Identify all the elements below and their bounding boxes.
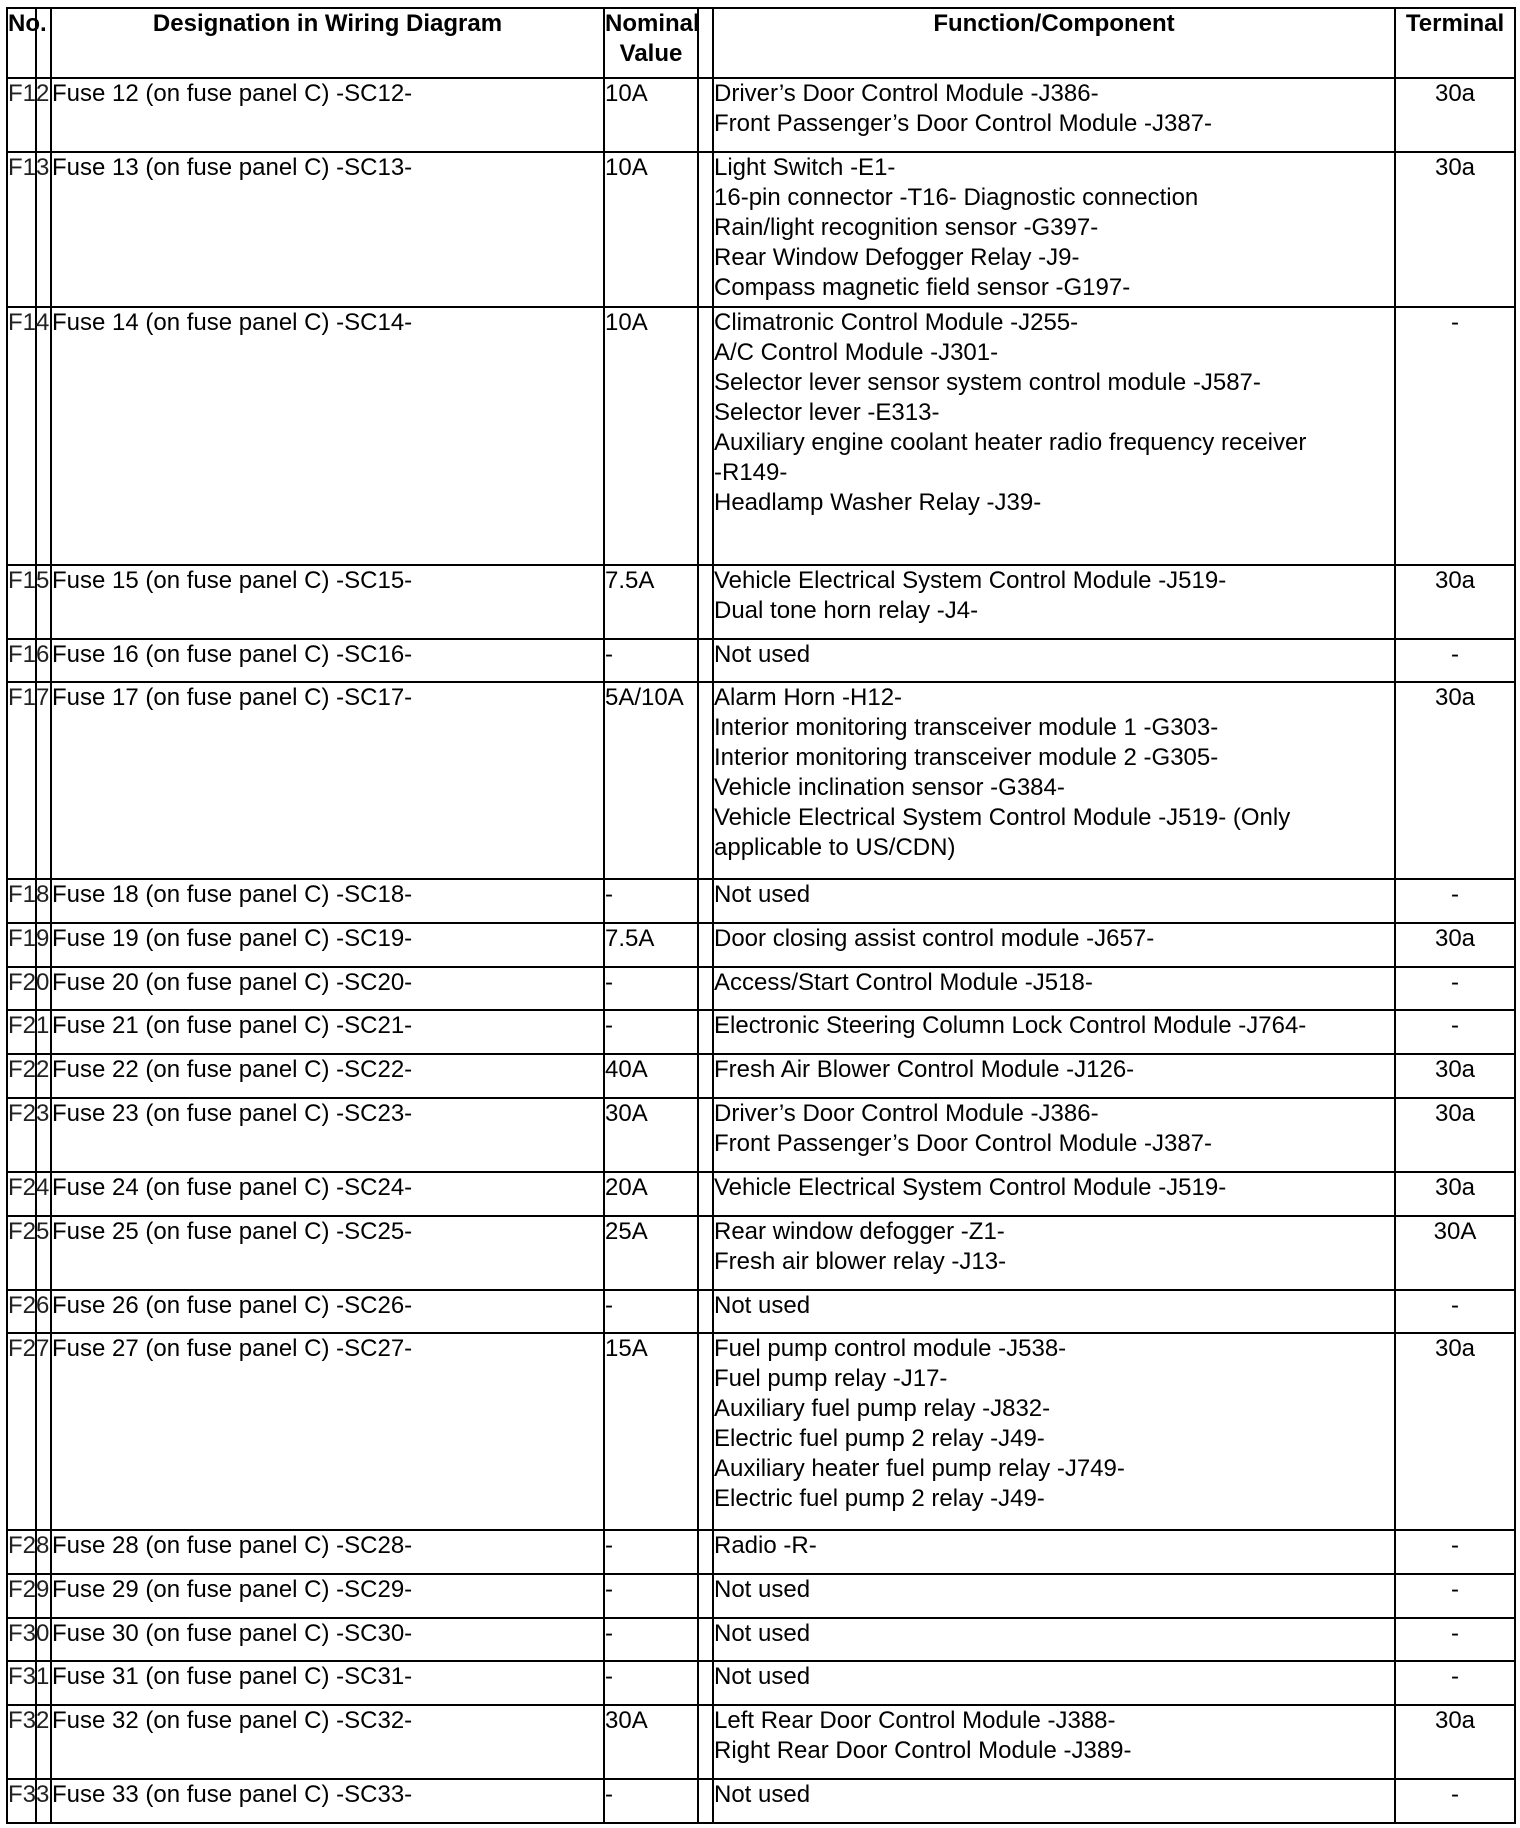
- fuse-designation: Fuse 23 (on fuse panel C) -SC23-: [51, 1098, 604, 1172]
- function-line: Access/Start Control Module -J518-: [714, 968, 1093, 996]
- nominal-value: -: [604, 1290, 698, 1334]
- terminal-value: 30a: [1395, 1333, 1515, 1530]
- header-nominal-line1: Nominal: [605, 10, 700, 37]
- fuse-designation: Fuse 12 (on fuse panel C) -SC12-: [51, 78, 604, 152]
- nominal-value: 30A: [604, 1098, 698, 1172]
- table-row: [7, 307, 1515, 565]
- terminal-value: -: [1395, 1779, 1515, 1823]
- terminal-value: -: [1395, 1661, 1515, 1705]
- row-spacer: [698, 879, 713, 923]
- function-line: Alarm Horn -H12-: [714, 684, 903, 712]
- function-line: Right Rear Door Control Module -J389-: [714, 1737, 1132, 1765]
- fuse-designation: Fuse 27 (on fuse panel C) -SC27-: [51, 1333, 604, 1530]
- fuse-number: F25: [7, 1216, 36, 1290]
- table-row: [7, 78, 1515, 152]
- table-row: [7, 1172, 1515, 1216]
- function-line: Driver’s Door Control Module -J386-: [714, 80, 1099, 107]
- row-spacer: [698, 1054, 713, 1098]
- terminal-value: -: [1395, 967, 1515, 1011]
- table-row: [7, 1618, 1515, 1662]
- function-line: Door closing assist control module -J657-: [714, 925, 1155, 953]
- function-line: Not used: [714, 1663, 811, 1691]
- fuse-designation: Fuse 18 (on fuse panel C) -SC18-: [51, 879, 604, 923]
- fuse-number: F15: [7, 565, 36, 639]
- fuse-number: F24: [7, 1172, 36, 1216]
- function-line: Fuel pump control module -J538-: [714, 1335, 1067, 1363]
- fuse-number: F33: [7, 1779, 36, 1823]
- function-component: [713, 639, 1395, 683]
- nominal-value: -: [604, 1618, 698, 1662]
- table-row: [7, 1010, 1515, 1054]
- function-line: Electronic Steering Column Lock Control Module -J764-: [714, 1012, 1307, 1040]
- terminal-value: -: [1395, 307, 1515, 565]
- function-component: [713, 1290, 1395, 1334]
- fuse-designation: Fuse 13 (on fuse panel C) -SC13-: [51, 152, 604, 306]
- fuse-designation: Fuse 24 (on fuse panel C) -SC24-: [51, 1172, 604, 1216]
- function-line: Auxiliary fuel pump relay -J832-: [714, 1395, 1051, 1423]
- fuse-number: F32: [7, 1705, 36, 1779]
- header-nominal-line2: Value: [619, 40, 683, 67]
- row-spacer: [698, 1779, 713, 1823]
- table-row: [7, 1574, 1515, 1618]
- function-component: [713, 1661, 1395, 1705]
- function-line: Front Passenger’s Door Control Module -J387-: [714, 1129, 1213, 1157]
- nominal-value: -: [604, 1574, 698, 1618]
- function-component: [713, 1574, 1395, 1618]
- terminal-value: -: [1395, 1574, 1515, 1618]
- header-nominal-value: [604, 8, 698, 78]
- row-spacer: [698, 1574, 713, 1618]
- table-row: [7, 152, 1515, 306]
- fuse-number: F14: [7, 307, 36, 565]
- fuse-number: F13: [7, 152, 36, 306]
- function-line: applicable to US/CDN): [714, 834, 956, 862]
- table-header-row: [7, 8, 1515, 78]
- function-component: [713, 879, 1395, 923]
- function-component: [713, 1779, 1395, 1823]
- terminal-value: 30a: [1395, 152, 1515, 306]
- fuse-designation: Fuse 28 (on fuse panel C) -SC28-: [51, 1530, 604, 1574]
- nominal-value: -: [604, 639, 698, 683]
- row-spacer: [698, 1290, 713, 1334]
- function-line: Not used: [714, 1781, 811, 1809]
- fuse-designation: Fuse 17 (on fuse panel C) -SC17-: [51, 682, 604, 879]
- function-component: [713, 1010, 1395, 1054]
- fuse-number: F31: [7, 1661, 36, 1705]
- function-line: Interior monitoring transceiver module 2 -G305-: [714, 744, 1219, 772]
- row-spacer: [698, 307, 713, 565]
- function-line: Vehicle inclination sensor -G384-: [714, 774, 1065, 802]
- function-component: [713, 565, 1395, 639]
- function-line: Vehicle Electrical System Control Module -J519-: [714, 566, 1227, 594]
- table-row: [7, 639, 1515, 683]
- function-component: [713, 78, 1395, 152]
- terminal-value: 30a: [1395, 78, 1515, 152]
- row-spacer: [698, 565, 713, 639]
- function-component: [713, 1530, 1395, 1574]
- row-spacer: [698, 1098, 713, 1172]
- fuse-number: F17: [7, 682, 36, 879]
- function-component: [713, 1333, 1395, 1530]
- fuse-number: F26: [7, 1290, 36, 1334]
- row-spacer: [698, 1618, 713, 1662]
- function-component: [713, 307, 1395, 565]
- row-spacer: [698, 1661, 713, 1705]
- fuse-number: F16: [7, 639, 36, 683]
- fuse-designation: Fuse 31 (on fuse panel C) -SC31-: [51, 1661, 604, 1705]
- function-line: Rear window defogger -Z1-: [714, 1217, 1005, 1245]
- fuse-designation: Fuse 26 (on fuse panel C) -SC26-: [51, 1290, 604, 1334]
- row-spacer: [698, 152, 713, 306]
- nominal-value: 15A: [604, 1333, 698, 1530]
- terminal-value: 30A: [1395, 1216, 1515, 1290]
- table-row: [7, 1054, 1515, 1098]
- row-spacer: [698, 923, 713, 967]
- fuse-number: F18: [7, 879, 36, 923]
- table-row: [7, 1333, 1515, 1530]
- function-component: [713, 1098, 1395, 1172]
- fuse-number: F12: [7, 78, 36, 152]
- header-spacer: [698, 8, 713, 78]
- function-line: Not used: [714, 1576, 811, 1604]
- nominal-value: -: [604, 1661, 698, 1705]
- nominal-value: 7.5A: [604, 565, 698, 639]
- table-row: [7, 1779, 1515, 1823]
- function-component: [713, 967, 1395, 1011]
- row-spacer: [698, 78, 713, 152]
- function-line: Selector lever sensor system control module -J587-: [714, 368, 1261, 396]
- nominal-value: 20A: [604, 1172, 698, 1216]
- fuse-number: F29: [7, 1574, 36, 1618]
- table-row: [7, 1530, 1515, 1574]
- fuse-number: F23: [7, 1098, 36, 1172]
- terminal-value: -: [1395, 1010, 1515, 1054]
- function-line: Not used: [714, 1291, 811, 1319]
- function-component: [713, 1172, 1395, 1216]
- fuse-number: F22: [7, 1054, 36, 1098]
- table-row: [7, 682, 1515, 879]
- function-component: [713, 152, 1395, 306]
- function-line: Headlamp Washer Relay -J39-: [714, 488, 1042, 516]
- function-line: Fresh Air Blower Control Module -J126-: [714, 1056, 1135, 1084]
- row-spacer: [698, 1216, 713, 1290]
- fuse-number: F27: [7, 1333, 36, 1530]
- function-component: [713, 1618, 1395, 1662]
- function-line: Electric fuel pump 2 relay -J49-: [714, 1485, 1045, 1513]
- fuse-designation: Fuse 29 (on fuse panel C) -SC29-: [51, 1574, 604, 1618]
- nominal-value: 25A: [604, 1216, 698, 1290]
- row-spacer: [698, 967, 713, 1011]
- terminal-value: 30a: [1395, 682, 1515, 879]
- function-line: Not used: [714, 881, 811, 909]
- terminal-value: 30a: [1395, 1054, 1515, 1098]
- nominal-value: 5A/10A: [604, 682, 698, 879]
- row-spacer: [698, 1172, 713, 1216]
- fuse-number: F19: [7, 923, 36, 967]
- function-component: [713, 1705, 1395, 1779]
- function-line: Dual tone horn relay -J4-: [714, 596, 979, 624]
- function-line: Vehicle Electrical System Control Module -J519- (Only: [714, 804, 1291, 832]
- table-row: [7, 565, 1515, 639]
- fuse-designation: Fuse 30 (on fuse panel C) -SC30-: [51, 1618, 604, 1662]
- function-line: 16-pin connector -T16- Diagnostic connection: [714, 184, 1199, 212]
- nominal-value: -: [604, 1779, 698, 1823]
- terminal-value: -: [1395, 639, 1515, 683]
- row-spacer: [698, 1530, 713, 1574]
- function-line: Interior monitoring transceiver module 1 -G303-: [714, 714, 1219, 742]
- fuse-table: [6, 7, 1516, 1824]
- fuse-number: F21: [7, 1010, 36, 1054]
- table-row: [7, 1216, 1515, 1290]
- terminal-value: -: [1395, 1290, 1515, 1334]
- row-spacer: [698, 639, 713, 683]
- table-row: [7, 923, 1515, 967]
- header-no: No.: [7, 8, 36, 78]
- nominal-value: -: [604, 1530, 698, 1574]
- function-line: Light Switch -E1-: [714, 154, 896, 182]
- fuse-number: F20: [7, 967, 36, 1011]
- function-line: Vehicle Electrical System Control Module -J519-: [714, 1173, 1227, 1201]
- fuse-designation: Fuse 21 (on fuse panel C) -SC21-: [51, 1010, 604, 1054]
- row-spacer: [36, 682, 51, 879]
- function-component: [713, 1216, 1395, 1290]
- row-spacer: [698, 1010, 713, 1054]
- terminal-value: 30a: [1395, 923, 1515, 967]
- fuse-designation: Fuse 33 (on fuse panel C) -SC33-: [51, 1779, 604, 1823]
- nominal-value: 10A: [604, 307, 698, 565]
- fuse-number: F28: [7, 1530, 36, 1574]
- function-line: Electric fuel pump 2 relay -J49-: [714, 1425, 1045, 1453]
- nominal-value: 7.5A: [604, 923, 698, 967]
- terminal-value: 30a: [1395, 1705, 1515, 1779]
- fuse-designation: Fuse 32 (on fuse panel C) -SC32-: [51, 1705, 604, 1779]
- table-row: [7, 1098, 1515, 1172]
- function-line: Rear Window Defogger Relay -J9-: [714, 244, 1080, 272]
- function-line: Left Rear Door Control Module -J388-: [714, 1707, 1116, 1735]
- function-line: Rain/light recognition sensor -G397-: [714, 214, 1099, 242]
- row-spacer: [36, 307, 51, 565]
- fuse-designation: Fuse 20 (on fuse panel C) -SC20-: [51, 967, 604, 1011]
- terminal-value: 30a: [1395, 1172, 1515, 1216]
- fuse-number: F30: [7, 1618, 36, 1662]
- table-row: [7, 967, 1515, 1011]
- function-line: A/C Control Module -J301-: [714, 338, 999, 366]
- fuse-designation: Fuse 15 (on fuse panel C) -SC15-: [51, 565, 604, 639]
- nominal-value: 40A: [604, 1054, 698, 1098]
- header-terminal: Terminal: [1395, 8, 1515, 78]
- function-line: Driver’s Door Control Module -J386-: [714, 1099, 1099, 1127]
- nominal-value: -: [604, 879, 698, 923]
- function-line: Radio -R-: [714, 1532, 817, 1560]
- function-line: Compass magnetic field sensor -G197-: [714, 274, 1131, 302]
- fuse-designation: Fuse 19 (on fuse panel C) -SC19-: [51, 923, 604, 967]
- terminal-value: 30a: [1395, 1098, 1515, 1172]
- function-line: Fuel pump relay -J17-: [714, 1365, 948, 1393]
- function-line: Fresh air blower relay -J13-: [714, 1247, 1007, 1275]
- nominal-value: 10A: [604, 152, 698, 306]
- nominal-value: 10A: [604, 78, 698, 152]
- function-component: [713, 923, 1395, 967]
- header-designation: Designation in Wiring Diagram: [51, 8, 604, 78]
- row-spacer: [36, 1333, 51, 1530]
- fuse-designation: Fuse 16 (on fuse panel C) -SC16-: [51, 639, 604, 683]
- row-spacer: [698, 682, 713, 879]
- nominal-value: 30A: [604, 1705, 698, 1779]
- function-line: Selector lever -E313-: [714, 398, 940, 426]
- terminal-value: -: [1395, 1618, 1515, 1662]
- nominal-value: -: [604, 967, 698, 1011]
- function-line: -R149-: [714, 458, 788, 486]
- row-spacer: [698, 1705, 713, 1779]
- table-row: [7, 1661, 1515, 1705]
- terminal-value: 30a: [1395, 565, 1515, 639]
- fuse-designation: Fuse 25 (on fuse panel C) -SC25-: [51, 1216, 604, 1290]
- table-row: [7, 879, 1515, 923]
- function-line: Not used: [714, 640, 811, 668]
- function-line: Front Passenger’s Door Control Module -J387-: [714, 110, 1213, 137]
- fuse-designation: Fuse 14 (on fuse panel C) -SC14-: [51, 307, 604, 565]
- terminal-value: -: [1395, 879, 1515, 923]
- fuse-designation: Fuse 22 (on fuse panel C) -SC22-: [51, 1054, 604, 1098]
- function-line: Auxiliary heater fuel pump relay -J749-: [714, 1455, 1125, 1483]
- table-row: [7, 1290, 1515, 1334]
- header-function: Function/Component: [713, 8, 1395, 78]
- terminal-value: -: [1395, 1530, 1515, 1574]
- row-spacer: [698, 1333, 713, 1530]
- function-line: Not used: [714, 1619, 811, 1647]
- function-line: Climatronic Control Module -J255-: [714, 308, 1079, 336]
- function-component: [713, 682, 1395, 879]
- function-line: Auxiliary engine coolant heater radio frequency receiver: [714, 428, 1307, 456]
- function-component: [713, 1054, 1395, 1098]
- nominal-value: -: [604, 1010, 698, 1054]
- table-row: [7, 1705, 1515, 1779]
